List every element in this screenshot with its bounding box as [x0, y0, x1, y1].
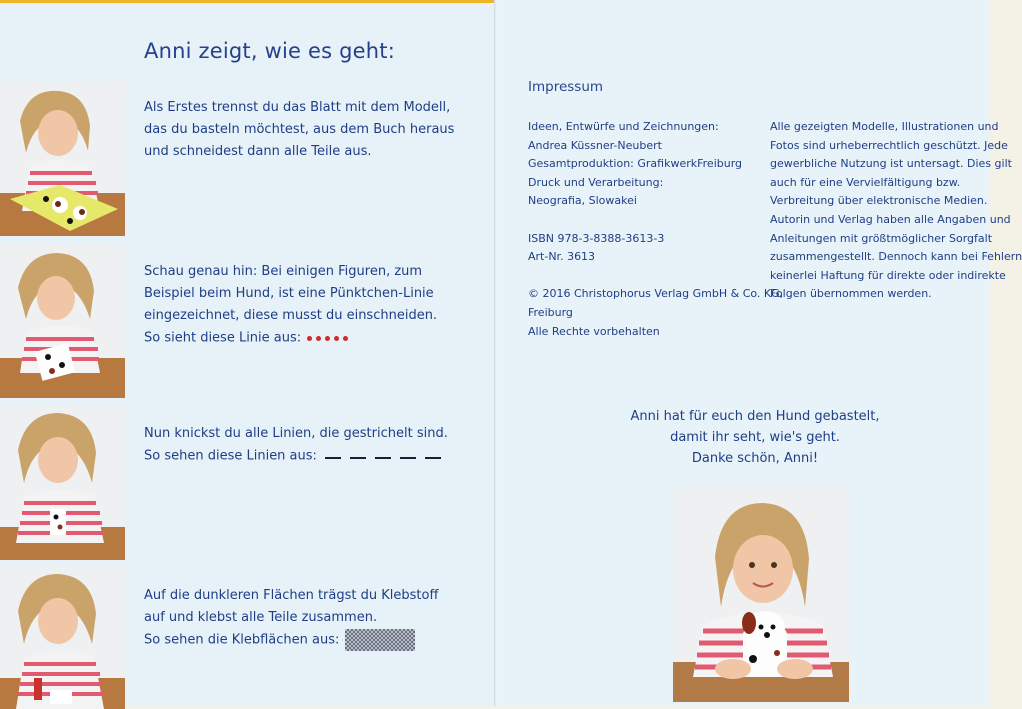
legal-line: Verbreitung über elektronische Medien.: [770, 194, 988, 208]
step-line: Auf die dunkleren Flächen trägst du Klebstoff: [144, 588, 439, 603]
impressum-line: Andrea Küssner-Neubert: [528, 138, 662, 152]
legal-line: Autorin und Verlag haben alle Angaben und: [770, 212, 1011, 226]
legal-line: Alle gezeigten Modelle, Illustrationen und: [770, 120, 999, 133]
step-line: Schau genau hin: Bei einigen Figuren, zum: [144, 264, 423, 279]
step-line: das du basteln möchtest, aus dem Buch heraus: [144, 122, 455, 137]
step-line-with-sample: [144, 629, 474, 652]
impressum-line: Alle Rechte vorbehalten: [528, 324, 660, 338]
thanks-text: [610, 406, 900, 469]
impressum-line: Freiburg: [528, 305, 573, 319]
step-line: eingezeichnet, diese musst du einschneiden.: [144, 308, 438, 323]
legal-line: Folgen übernommen werden.: [770, 287, 932, 301]
step-text-4: [144, 585, 474, 652]
impressum-column-right: [770, 118, 1022, 304]
step-photo-2: [0, 243, 125, 398]
step-line: Als Erstes trennst du das Blatt mit dem Modell,: [144, 100, 451, 115]
impressum-line: Gesamtproduktion: GrafikwerkFreiburg: [528, 157, 743, 171]
step-text-3: [144, 423, 474, 468]
legal-line: zusammengestellt. Dennoch kann bei Fehlern: [770, 250, 1022, 264]
page-title: Anni zeigt, wie es geht:: [144, 39, 395, 63]
step-text-1: [144, 97, 474, 163]
impressum-heading: Impressum: [528, 79, 604, 95]
step-line: auf und klebst alle Teile zusammen.: [144, 610, 378, 625]
left-page: [0, 0, 496, 706]
legal-line: auch für eine Vervielfältigung bzw.: [770, 175, 961, 189]
anni-portrait-photo: [673, 487, 849, 702]
step-line: So sehen diese Linien aus:: [144, 448, 317, 464]
legal-line: keinerlei Haftung für direkte oder indirekte: [770, 268, 1006, 282]
thanks-line: damit ihr seht, wie's geht.: [670, 430, 840, 445]
step-line: So sieht diese Linie aus:: [144, 330, 302, 346]
dotted-line-sample: [307, 327, 352, 349]
impressum-line: Ideen, Entwürfe und Zeichnungen:: [528, 120, 719, 133]
thanks-line: Anni hat für euch den Hund gebastelt,: [630, 409, 880, 424]
dashed-line-sample: [325, 445, 450, 467]
step-line-with-sample: [144, 327, 474, 350]
step-line: und schneidest dann alle Teile aus.: [144, 144, 372, 159]
step-line-with-sample: [144, 445, 474, 468]
impressum-line: Neografia, Slowakei: [528, 194, 637, 208]
step-photo-3: [0, 405, 125, 560]
isbn: ISBN 978-3-8388-3613-3: [528, 231, 665, 245]
impressum-line: Druck und Verarbeitung:: [528, 175, 664, 189]
legal-line: gewerbliche Nutzung ist untersagt. Dies gilt: [770, 157, 1012, 171]
article-number: Art-Nr. 3613: [528, 250, 596, 264]
step-text-2: [144, 261, 474, 350]
step-line: Nun knickst du alle Linien, die gestrichelt sind.: [144, 426, 448, 441]
thanks-line: Danke schön, Anni!: [691, 451, 819, 466]
step-line: Beispiel beim Hund, ist eine Pünktchen-Linie: [144, 286, 434, 301]
impressum-column-left: [528, 118, 784, 341]
glue-area-sample: [345, 629, 415, 651]
legal-line: Anleitungen mit größtmöglicher Sorgfalt: [770, 231, 993, 245]
step-line: So sehen die Klebflächen aus:: [144, 632, 340, 648]
step-photo-1: [0, 81, 125, 236]
step-photo-4: [0, 566, 125, 709]
copyright: © 2016 Christophorus Verlag GmbH & Co. KG,: [528, 287, 784, 301]
legal-line: Fotos sind urheberrechtlich geschützt. Jede: [770, 138, 1008, 152]
